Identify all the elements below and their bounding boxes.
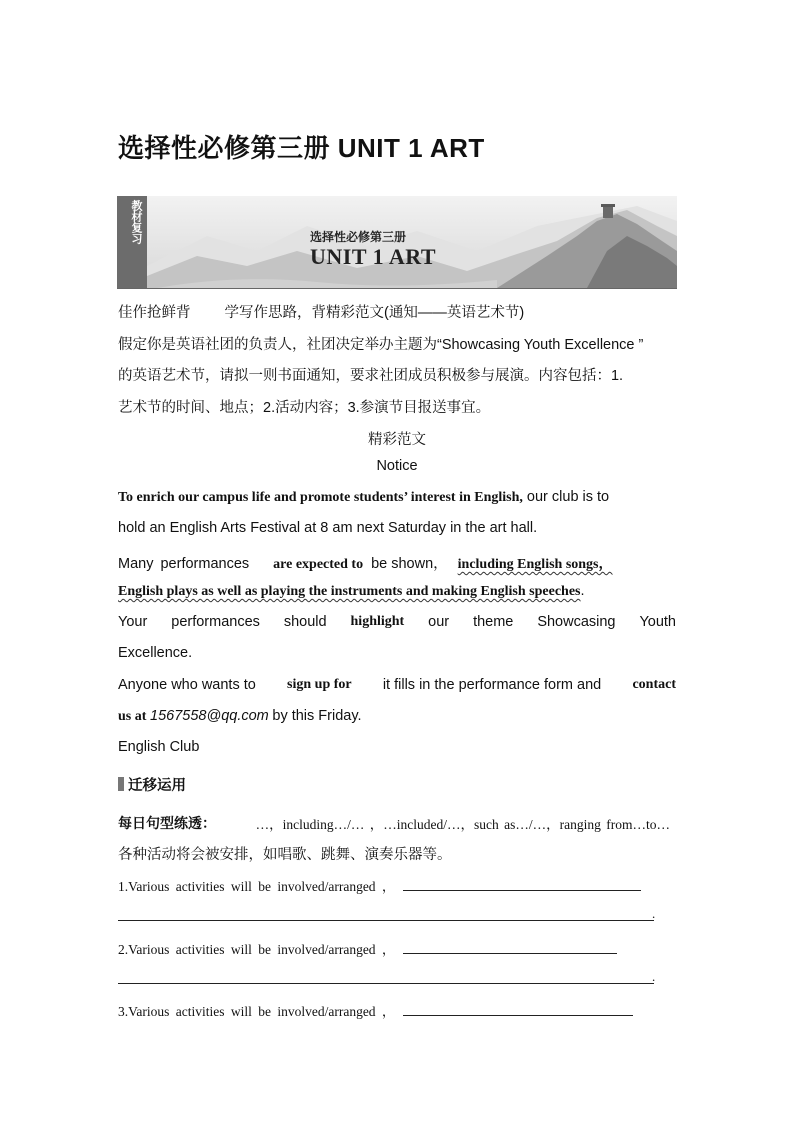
essay-p3-line2: Excellence.	[118, 645, 193, 661]
banner-tab-label: 教材复习	[130, 200, 142, 244]
banner-subtitle: 选择性必修第三册	[310, 230, 407, 244]
exercise-text: Various activities will be involved/arranged ，	[128, 1004, 396, 1019]
model-essay-heading: 精彩范文	[368, 432, 426, 448]
essay-p1-line2: hold an English Arts Festival at 8 am next Saturday in the art hall.	[118, 520, 538, 536]
essay-p3-word: Youth	[639, 614, 676, 630]
essay-p1-bold: To enrich our campus life and promote students’ interest in English,	[118, 490, 523, 505]
pattern-items: …，including…/… ，…included/…，such as…/…，ranging from…to…	[255, 817, 670, 832]
essay-p3-word: Your	[118, 614, 148, 630]
prompt-line-2: 的英语艺术节，请拟一则书面通知，要求社团成员积极参与展演。内容包括：1.	[118, 368, 624, 384]
practice-instruction: 各种活动将会被安排，如唱歌、跳舞、演奏乐器等。	[118, 847, 452, 863]
essay-p4-b: sign up for	[287, 677, 352, 692]
email-address: 1567558@qq.com	[150, 708, 269, 724]
essay-p4-c: it fills in the performance form and	[382, 677, 602, 693]
section-marker-icon	[118, 777, 124, 791]
answer-line[interactable]	[118, 983, 654, 984]
essay-p3-keyword: highlight	[350, 614, 405, 629]
essay-p2-d: including English songs，	[457, 557, 613, 572]
period-mark: .	[652, 906, 656, 921]
answer-blank[interactable]	[403, 1001, 633, 1016]
exercise-text: Various activities will be involved/arranged ，	[128, 942, 396, 957]
prompt-line-1: 假定你是英语社团的负责人，社团决定举办主题为“Showcasing Youth Excellence ”	[118, 337, 644, 353]
essay-p4-a: Anyone who wants to	[118, 677, 256, 693]
banner-tab	[117, 196, 147, 288]
exercise-text: Various activities will be involved/arranged ，	[128, 879, 396, 894]
essay-p4-f: by this Friday.	[272, 708, 362, 724]
essay-p4-line2	[118, 708, 362, 725]
answer-blank[interactable]	[403, 876, 641, 891]
exercise-number: 1.	[118, 879, 129, 894]
exercise-number: 2.	[118, 942, 129, 957]
essay-p2-line1	[118, 552, 613, 573]
essay-p2-line2-text: English plays as well as playing the instruments and making English speeches	[118, 584, 581, 599]
pattern-label: 每日句型练透：	[118, 815, 216, 831]
essay-p3-word: our	[428, 614, 450, 630]
exercise-item-2	[118, 938, 617, 958]
essay-p2-a: Many performances	[118, 556, 250, 572]
banner-heading: UNIT 1 ART	[310, 244, 437, 269]
answer-blank[interactable]	[403, 939, 617, 954]
essay-signature: English Club	[118, 739, 200, 755]
section-text: 学写作思路，背精彩范文(通知——英语艺术节)	[224, 305, 525, 321]
section-label: 佳作抢鲜背	[118, 305, 191, 321]
section-header	[118, 301, 524, 322]
essay-p2-b: are expected to	[273, 557, 364, 572]
essay-p4-line1	[118, 677, 676, 693]
essay-p3-word: Showcasing	[537, 614, 616, 630]
essay-p4-d: contact	[632, 677, 676, 692]
essay-p3-word: theme	[473, 614, 514, 630]
essay-p2-c: be shown，	[371, 556, 448, 572]
essay-p3-word: should	[283, 614, 327, 630]
period-mark: .	[652, 969, 656, 984]
exercise-item-1	[118, 875, 641, 895]
practice-heading-text: 迁移运用	[128, 778, 186, 794]
answer-line[interactable]	[118, 920, 654, 921]
essay-p3-word: performances	[171, 614, 260, 630]
exercise-number: 3.	[118, 1004, 129, 1019]
essay-p2-end: .	[580, 583, 585, 599]
unit-banner	[117, 196, 677, 289]
notice-title: Notice	[376, 458, 418, 474]
essay-p3-line1	[118, 614, 676, 630]
essay-p1-line1	[118, 489, 609, 506]
sentence-pattern-line	[118, 813, 670, 833]
exercise-item-3	[118, 1000, 633, 1020]
prompt-line-3: 艺术节的时间、地点；2.活动内容；3.参演节目报送事宜。	[118, 400, 491, 416]
essay-p2-line2	[118, 583, 585, 600]
page-title: 选择性必修第三册 UNIT 1 ART	[118, 133, 485, 163]
essay-p1-rest: our club is to	[522, 489, 610, 505]
practice-heading	[118, 774, 186, 795]
essay-p4-e: us at	[118, 709, 147, 724]
